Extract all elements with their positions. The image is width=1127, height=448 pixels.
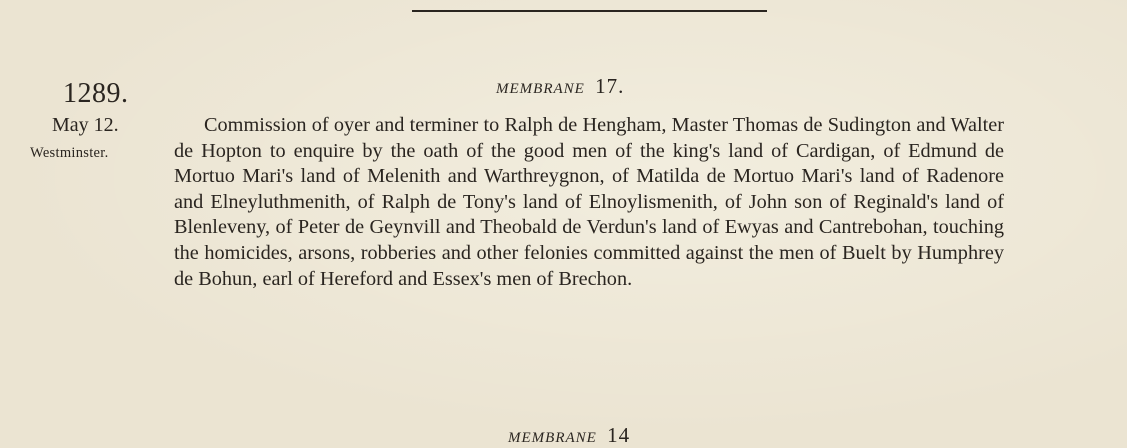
margin-place: Westminster. <box>30 145 109 161</box>
membrane-label: MEMBRANE <box>496 81 585 97</box>
next-membrane-label: MEMBRANE <box>508 430 597 446</box>
next-membrane-heading <box>508 423 630 448</box>
membrane-heading <box>496 74 624 99</box>
top-rule-divider <box>412 10 767 12</box>
margin-date: May 12. <box>52 114 119 136</box>
year-heading: 1289. <box>63 78 129 109</box>
membrane-number: 17. <box>595 74 625 98</box>
next-membrane-number: 14 <box>607 423 631 447</box>
commission-entry-text: Commission of oyer and terminer to Ralph de Hengham, Master Thomas de Sudington and Walter de Hopton to enquire by the oath of the good men of the king's land of Cardigan, of Edmund de Mortuo Mari's land of Melenith and Warthreygnon, of Matilda de Mortuo Mari's land of Radenore and Elneyluthmenith, of Ralph de Tony's land of Elnoylismenith, of John son of Reginald's land of Blenleveny, of Peter de Geynvill and Theobald de Verdun's land of Ewyas and Cantrebohan, touching the homicides, arsons, robberies and other felonies committed against the men of Buelt by Humphrey de Bohun, earl of Hereford and Essex's men of Brechon. <box>174 114 1004 290</box>
